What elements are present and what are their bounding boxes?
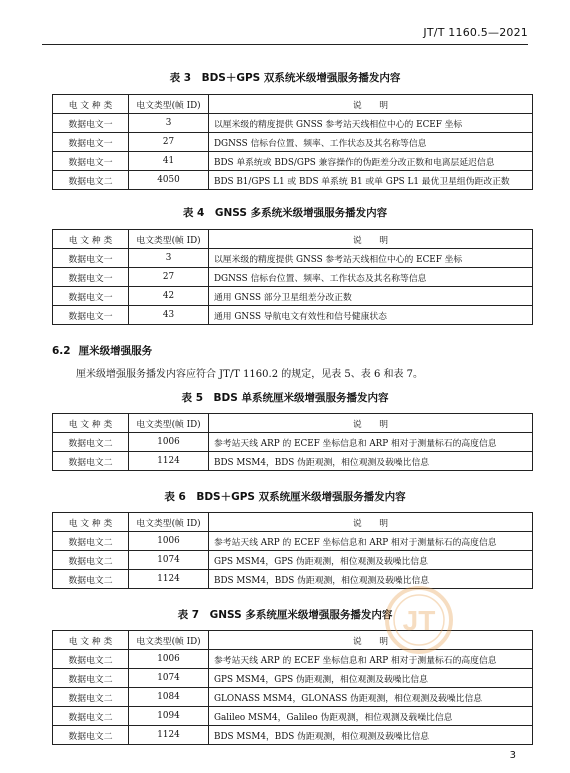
cell-id: 43 bbox=[129, 306, 209, 325]
cell-description: BDS MSM4，BDS 伪距观测，相位观测及载噪比信息 bbox=[209, 570, 533, 589]
table-row bbox=[53, 249, 533, 268]
column-header-id: 电文类型(帧 ID) bbox=[129, 95, 209, 114]
column-header-type: 电 文 种 类 bbox=[53, 230, 129, 249]
cell-type: 数据电文一 bbox=[53, 133, 129, 152]
cell-type: 数据电文一 bbox=[53, 249, 129, 268]
cell-description: GPS MSM4，GPS 伪距观测，相位观测及载噪比信息 bbox=[209, 669, 533, 688]
cell-id: 1094 bbox=[129, 707, 209, 726]
column-header-type: 电 文 种 类 bbox=[53, 95, 129, 114]
cell-type: 数据电文二 bbox=[53, 707, 129, 726]
cell-type: 数据电文一 bbox=[53, 268, 129, 287]
table-row bbox=[53, 669, 533, 688]
cell-description: BDS 单系统或 BDS/GPS 兼容操作的伪距差分改正数和电离层延迟信息 bbox=[209, 152, 533, 171]
table-header-row bbox=[53, 631, 533, 650]
table-row bbox=[53, 707, 533, 726]
column-header-description: 说 明 bbox=[209, 513, 533, 532]
cell-id: 1084 bbox=[129, 688, 209, 707]
table-row bbox=[53, 570, 533, 589]
column-header-type: 电 文 种 类 bbox=[53, 631, 129, 650]
cell-type: 数据电文二 bbox=[53, 669, 129, 688]
column-header-description: 说 明 bbox=[209, 95, 533, 114]
cell-id: 1074 bbox=[129, 551, 209, 570]
table-row bbox=[53, 171, 533, 190]
cell-type: 数据电文二 bbox=[53, 688, 129, 707]
cell-id: 3 bbox=[129, 114, 209, 133]
cell-id: 1124 bbox=[129, 726, 209, 745]
cell-type: 数据电文二 bbox=[53, 570, 129, 589]
cell-id: 1006 bbox=[129, 433, 209, 452]
cell-description: BDS MSM4，BDS 伪距观测，相位观测及载噪比信息 bbox=[209, 452, 533, 471]
cell-description: 参考站天线 ARP 的 ECEF 坐标信息和 ARP 相对于测量标石的高度信息 bbox=[209, 433, 533, 452]
watermark-text: JT bbox=[402, 605, 436, 636]
cell-type: 数据电文二 bbox=[53, 726, 129, 745]
table-header-row bbox=[53, 95, 533, 114]
column-header-id: 电文类型(帧 ID) bbox=[129, 414, 209, 433]
cell-description: Galileo MSM4，Galileo 伪距观测，相位观测及载噪比信息 bbox=[209, 707, 533, 726]
table-5 bbox=[52, 413, 533, 471]
cell-id: 1006 bbox=[129, 532, 209, 551]
table-3 bbox=[52, 94, 533, 190]
cell-id: 1124 bbox=[129, 570, 209, 589]
table-7 bbox=[52, 630, 533, 745]
cell-description: GPS MSM4，GPS 伪距观测，相位观测及载噪比信息 bbox=[209, 551, 533, 570]
table-row bbox=[53, 268, 533, 287]
cell-type: 数据电文一 bbox=[53, 306, 129, 325]
cell-id: 41 bbox=[129, 152, 209, 171]
cell-type: 数据电文二 bbox=[53, 452, 129, 471]
cell-type: 数据电文一 bbox=[53, 287, 129, 306]
table-6 bbox=[52, 512, 533, 589]
column-header-type: 电 文 种 类 bbox=[53, 414, 129, 433]
page-number: 3 bbox=[509, 750, 516, 761]
section-paragraph: 厘米级增强服务播发内容应符合 JT/T 1160.2 的规定，见表 5、表 6 和表 7。 bbox=[76, 369, 424, 380]
column-header-type: 电 文 种 类 bbox=[53, 513, 129, 532]
column-header-id: 电文类型(帧 ID) bbox=[129, 230, 209, 249]
cell-type: 数据电文二 bbox=[53, 532, 129, 551]
cell-description: GLONASS MSM4，GLONASS 伪距观测，相位观测及载噪比信息 bbox=[209, 688, 533, 707]
cell-description: 通用 GNSS 导航电文有效性和信号健康状态 bbox=[209, 306, 533, 325]
section-heading bbox=[52, 343, 152, 358]
cell-description: 通用 GNSS 部分卫星组差分改正数 bbox=[209, 287, 533, 306]
table-row bbox=[53, 114, 533, 133]
cell-type: 数据电文二 bbox=[53, 171, 129, 190]
table-row bbox=[53, 532, 533, 551]
table-4 bbox=[52, 229, 533, 325]
table-row bbox=[53, 152, 533, 171]
cell-description: BDS MSM4，BDS 伪距观测，相位观测及载噪比信息 bbox=[209, 726, 533, 745]
cell-id: 3 bbox=[129, 249, 209, 268]
cell-description: DGNSS 信标台位置、频率、工作状态及其名称等信息 bbox=[209, 268, 533, 287]
section-title: 厘米级增强服务 bbox=[78, 345, 153, 357]
table-6-title: 表 6 BDS＋GPS 双系统厘米级增强服务播发内容 bbox=[164, 491, 406, 503]
cell-id: 1074 bbox=[129, 669, 209, 688]
table-row bbox=[53, 551, 533, 570]
cell-description: 参考站天线 ARP 的 ECEF 坐标信息和 ARP 相对于测量标石的高度信息 bbox=[209, 650, 533, 669]
table-header-row bbox=[53, 230, 533, 249]
column-header-id: 电文类型(帧 ID) bbox=[129, 513, 209, 532]
cell-id: 1124 bbox=[129, 452, 209, 471]
cell-description: 以厘米级的精度提供 GNSS 参考站天线相位中心的 ECEF 坐标 bbox=[209, 114, 533, 133]
table-row bbox=[53, 133, 533, 152]
cell-id: 27 bbox=[129, 133, 209, 152]
cell-type: 数据电文二 bbox=[53, 650, 129, 669]
cell-type: 数据电文一 bbox=[53, 114, 129, 133]
table-row bbox=[53, 452, 533, 471]
cell-id: 4050 bbox=[129, 171, 209, 190]
cell-description: BDS B1/GPS L1 或 BDS 单系统 B1 或单 GPS L1 最优卫星组伪距改正数 bbox=[209, 171, 533, 190]
table-5-title: 表 5 BDS 单系统厘米级增强服务播发内容 bbox=[181, 392, 389, 404]
column-header-description: 说 明 bbox=[209, 631, 533, 650]
column-header-description: 说 明 bbox=[209, 414, 533, 433]
cell-id: 27 bbox=[129, 268, 209, 287]
table-4-title: 表 4 GNSS 多系统米级增强服务播发内容 bbox=[182, 207, 388, 219]
table-row bbox=[53, 650, 533, 669]
table-row bbox=[53, 287, 533, 306]
column-header-description: 说 明 bbox=[209, 230, 533, 249]
cell-type: 数据电文二 bbox=[53, 433, 129, 452]
table-3-title: 表 3 BDS＋GPS 双系统米级增强服务播发内容 bbox=[169, 72, 401, 84]
cell-type: 数据电文二 bbox=[53, 551, 129, 570]
table-row bbox=[53, 306, 533, 325]
cell-id: 1006 bbox=[129, 650, 209, 669]
table-row bbox=[53, 433, 533, 452]
cell-description: 参考站天线 ARP 的 ECEF 坐标信息和 ARP 相对于测量标石的高度信息 bbox=[209, 532, 533, 551]
cell-description: DGNSS 信标台位置、频率、工作状态及其名称等信息 bbox=[209, 133, 533, 152]
section-number: 6.2 bbox=[52, 345, 71, 357]
cell-id: 42 bbox=[129, 287, 209, 306]
cell-description: 以厘米级的精度提供 GNSS 参考站天线相位中心的 ECEF 坐标 bbox=[209, 249, 533, 268]
table-header-row bbox=[53, 513, 533, 532]
standard-number: JT/T 1160.5—2021 bbox=[423, 26, 528, 39]
table-row bbox=[53, 726, 533, 745]
column-header-id: 电文类型(帧 ID) bbox=[129, 631, 209, 650]
table-row bbox=[53, 688, 533, 707]
table-7-title: 表 7 GNSS 多系统厘米级增强服务播发内容 bbox=[177, 609, 393, 621]
header-rule bbox=[42, 44, 528, 45]
table-header-row bbox=[53, 414, 533, 433]
cell-type: 数据电文一 bbox=[53, 152, 129, 171]
